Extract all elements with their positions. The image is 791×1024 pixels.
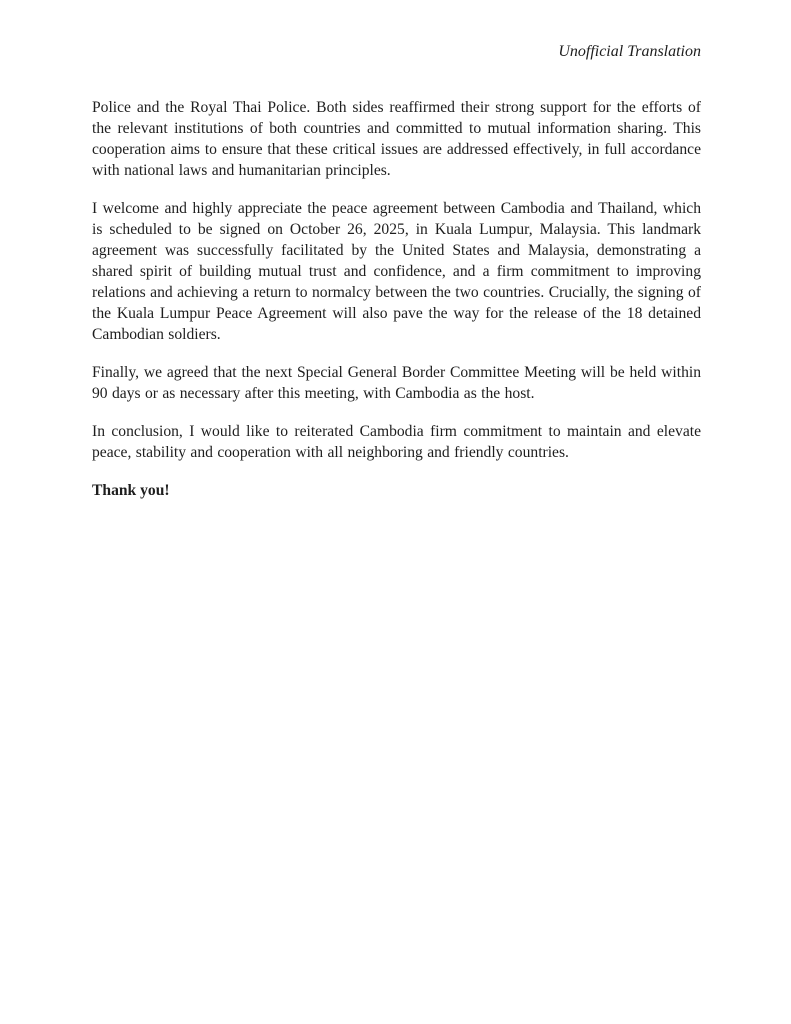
paragraph-next-meeting: Finally, we agreed that the next Special General Border Committee Meeting will be held within 90 days or as necessary after this meeting, with Cambodia as the host. bbox=[92, 364, 701, 402]
paragraph-peace-agreement: I welcome and highly appreciate the peace agreement between Cambodia and Thailand, which is scheduled to be signed on October 26, 2025, in Kuala Lumpur, Malaysia. This landmark agreement was successfully facilitated by the United States and Malaysia, demonstrating a shared spirit of building mutual trust and confidence, and a firm commitment to improving relations and achieving a return to normalcy between the two countries. Crucially, the signing of the Kuala Lumpur Peace Agreement will also pave the way for the release of the 18 detained Cambodian soldiers. bbox=[92, 200, 701, 343]
paragraph-police-cooperation: Police and the Royal Thai Police. Both sides reaffirmed their strong support for the efforts of the relevant institutions of both countries and committed to mutual information sharing. This cooperation aims to ensure that these critical issues are addressed effectively, in full accordance with national laws and humanitarian principles. bbox=[92, 99, 701, 179]
unofficial-translation-header: Unofficial Translation bbox=[558, 43, 701, 60]
paragraph-conclusion: In conclusion, I would like to reiterated Cambodia firm commitment to maintain and elevate peace, stability and cooperation with all neighboring and friendly countries. bbox=[92, 423, 701, 461]
closing-thank-you: Thank you! bbox=[92, 482, 170, 499]
